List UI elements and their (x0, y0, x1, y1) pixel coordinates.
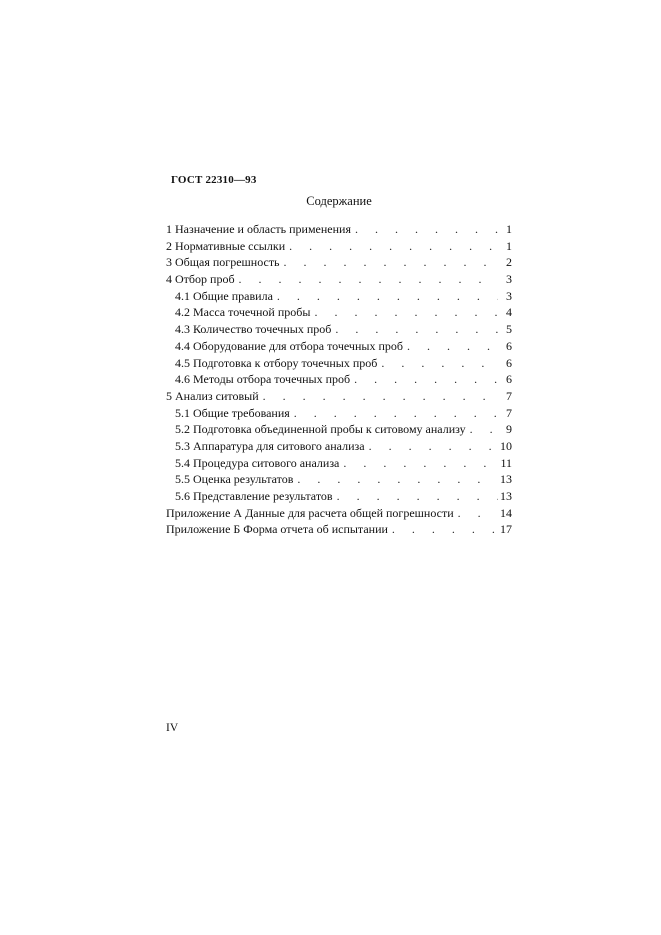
toc-entry-5-2[interactable] (166, 421, 512, 438)
toc-entry-page: 4 (506, 305, 512, 320)
toc-entry-1[interactable] (166, 221, 512, 238)
toc-entry-4-2[interactable] (166, 304, 512, 321)
toc-entry-page: 5 (506, 322, 512, 337)
toc-entry-appendix-a[interactable] (166, 505, 512, 522)
toc-entry-label: 4.5 Подготовка к отбору точечных проб (175, 355, 378, 370)
toc-entry-5-5[interactable] (166, 471, 512, 488)
toc-entry-page: 3 (506, 272, 512, 287)
toc-entry-label: Приложение Б Форма отчета об испытании (166, 522, 388, 537)
toc-entry-label: 1 Назначение и область применения (166, 222, 351, 236)
toc-leader-dots (331, 321, 498, 338)
toc-leader-dots (339, 455, 498, 472)
toc-entry-page: 1 (506, 238, 512, 253)
toc-leader-dots (235, 271, 498, 288)
toc-entry-label: 4.4 Оборудование для отбора точечных проб (175, 338, 403, 353)
toc-entry-page: 17 (500, 522, 512, 537)
toc-entry-5-6[interactable] (166, 488, 512, 505)
document-code-header: ГОСТ 22310—93 (171, 174, 257, 186)
toc-entry-page: 7 (506, 388, 512, 403)
toc-entry-5-3[interactable] (166, 438, 512, 455)
toc-entry-label: 5.3 Аппаратура для ситового анализа (175, 438, 365, 453)
page-number: IV (166, 722, 179, 734)
toc-leader-dots (259, 388, 498, 405)
toc-entry-3[interactable] (166, 254, 512, 271)
toc-leader-dots (333, 488, 498, 505)
toc-entry-page: 7 (506, 405, 512, 420)
toc-entry-4-6[interactable] (166, 371, 512, 388)
toc-entry-label: 5.6 Представление результатов (175, 489, 333, 503)
toc-entry-label: 3 Общая погрешность (166, 255, 280, 270)
toc-leader-dots (466, 421, 498, 438)
toc-entry-2[interactable] (166, 238, 512, 255)
toc-entry-label: 4.2 Масса точечной пробы (175, 305, 311, 320)
toc-leader-dots (403, 338, 498, 355)
toc-leader-dots (388, 521, 498, 538)
toc-leader-dots (377, 355, 498, 372)
toc-leader-dots (365, 438, 498, 455)
toc-entry-label: 5.2 Подготовка объединенной пробы к ситовому анализу (175, 422, 466, 437)
toc-entry-label: 4.3 Количество точечных проб (175, 322, 332, 337)
toc-entry-page: 9 (506, 422, 512, 437)
toc-entry-4[interactable] (166, 271, 512, 288)
toc-title: Содержание (306, 194, 372, 208)
toc-entry-page: 11 (500, 455, 512, 470)
toc-entry-5-4[interactable] (166, 455, 512, 472)
toc-entry-4-1[interactable] (166, 288, 512, 305)
toc-entry-label: 5.4 Процедура ситового анализа (175, 455, 340, 470)
toc-leader-dots (350, 371, 498, 388)
toc-leader-dots (454, 505, 498, 522)
toc-leader-dots (290, 405, 498, 422)
toc-entry-page: 6 (506, 338, 512, 353)
toc-entry-label: 5.5 Оценка результатов (175, 472, 294, 487)
toc-entry-appendix-b[interactable] (166, 521, 512, 538)
toc-entry-4-4[interactable] (166, 338, 512, 355)
toc-entry-label: 4 Отбор проб (166, 272, 235, 287)
toc-leader-dots (310, 304, 498, 321)
toc-entry-page: 6 (506, 372, 512, 387)
toc-entry-5[interactable] (166, 388, 512, 405)
toc-leader-dots (285, 238, 498, 255)
table-of-contents (166, 221, 512, 538)
toc-leader-dots (293, 471, 498, 488)
toc-entry-label: 4.1 Общие правила (175, 288, 273, 303)
toc-entry-4-5[interactable] (166, 355, 512, 372)
toc-entry-page: 3 (506, 288, 512, 303)
toc-entry-page: 13 (500, 472, 512, 487)
toc-leader-dots (280, 254, 498, 271)
toc-entry-page: 1 (506, 222, 512, 236)
toc-entry-5-1[interactable] (166, 405, 512, 422)
toc-entry-label: 2 Нормативные ссылки (166, 238, 286, 253)
toc-entry-page: 13 (500, 489, 512, 503)
toc-entry-page: 6 (506, 355, 512, 370)
toc-entry-label: 4.6 Методы отбора точечных проб (175, 372, 351, 387)
toc-entry-page: 10 (500, 438, 512, 453)
toc-entry-label: 5.1 Общие требования (175, 405, 290, 420)
toc-leader-dots (351, 221, 498, 238)
toc-entry-page: 2 (506, 255, 512, 270)
toc-leader-dots (273, 288, 498, 305)
toc-entry-4-3[interactable] (166, 321, 512, 338)
toc-entry-label: Приложение А Данные для расчета общей погрешности (166, 505, 454, 520)
toc-entry-label: 5 Анализ ситовый (166, 388, 259, 403)
toc-entry-page: 14 (500, 505, 512, 520)
